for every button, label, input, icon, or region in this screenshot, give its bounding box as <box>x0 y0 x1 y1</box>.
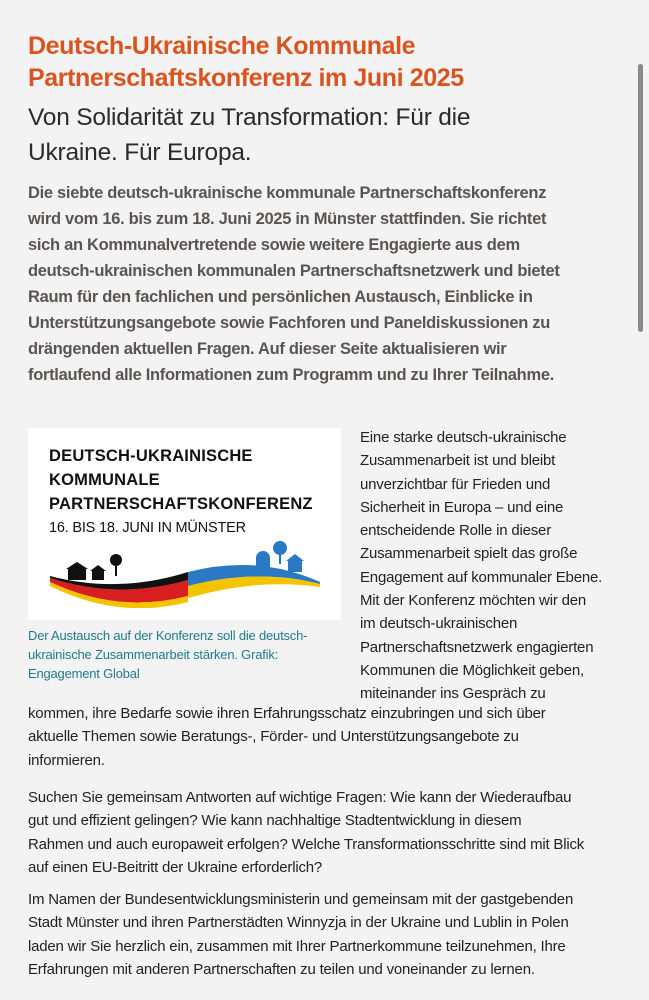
text-line: Zusammenarbeit ist und bleibt <box>360 452 556 470</box>
text-line: drängenden aktuellen Fragen. Auf dieser Seite aktualisieren wir <box>28 340 507 358</box>
text-line: kommen, ihre Bedarfe sowie ihren Erfahrungsschatz einzubringen und sich über <box>28 705 546 722</box>
text-line: Mit der Konferenz möchten wir den <box>360 592 587 610</box>
conference-figure <box>28 428 341 683</box>
paragraph-invitation <box>28 888 573 981</box>
lead-paragraph <box>28 180 628 388</box>
text-line: fortlaufend alle Informationen zum Programm und zu Ihrer Teilnahme. <box>28 366 554 384</box>
text-line: auf einen EU-Beitritt der Ukraine erforderlich? <box>28 858 323 876</box>
text-line: entscheidende Rolle in dieser <box>360 522 551 540</box>
text-line: Unterstützungsangebote sowie Fachforen und Paneldiskussionen zu <box>28 314 550 332</box>
text-line: Im Namen der Bundesentwicklungsministerin und gemeinsam mit der gastgebenden <box>28 891 574 908</box>
text-line: aktuelle Themen sowie Beratungs-, Förder- und Unterstützungsangebote zu <box>28 728 519 746</box>
paragraph-questions <box>28 786 584 879</box>
text-line: Partnerschaftsnetzwerk engagierten <box>360 638 594 656</box>
text-line: wird vom 16. bis zum 18. Juni 2025 in Münster stattfinden. Sie richtet <box>28 210 547 228</box>
text-line: Kommunen die Möglichkeit geben, <box>360 661 584 679</box>
paragraph-intro <box>360 426 602 706</box>
logo-text: DEUTSCH-UKRAINISCHE KOMMUNALE PARTNERSCHAFTSKONFERENZ 16. BIS 18. JUNI IN MÜNSTER <box>49 447 313 536</box>
text-line: Raum für den fachlichen und persönlichen Austausch, Einblicke in <box>28 288 533 306</box>
figure-caption: Der Austausch auf der Konferenz soll die deutsch- ukrainische Zusammenarbeit stärken. Grafik: Engagement Global <box>28 628 308 681</box>
text-line: Zusammenarbeit spielt das große <box>360 545 578 563</box>
text-line: Erfahrungen mit anderen Partnerschaften zu teilen und voneinander zu lernen. <box>28 960 535 978</box>
text-line: laden wir Sie herzlich ein, zusammen mit Ihrer Partnerkommune teilzunehmen, Ihre <box>28 937 566 955</box>
text-line: gut und effizient gelingen? Wie kann nachhaltige Stadtentwicklung in diesem <box>28 812 522 830</box>
text-line: Stadt Münster und ihren Partnerstädten Winnyzja in der Ukraine und Lublin in Polen <box>28 914 569 932</box>
paragraph-intro-continued <box>28 702 546 772</box>
text-line: Suchen Sie gemeinsam Antworten auf wichtige Fragen: Wie kann der Wiederaufbau <box>28 789 572 806</box>
text-line: Engagement auf kommunaler Ebene. <box>360 568 603 586</box>
page-title: Deutsch-Ukrainische Kommunale Partnerschaftskonferenz im Juni 2025 <box>28 32 464 92</box>
text-line: deutsch-ukrainischen kommunalen Partnerschaftsnetzwerk und bietet <box>28 262 560 280</box>
text-line: Sicherheit in Europa – und eine <box>360 498 564 516</box>
conference-logo-image <box>28 428 341 620</box>
article <box>28 30 628 978</box>
flag-wave-graphic <box>28 538 341 608</box>
text-line: im deutsch-ukrainischen <box>360 615 518 633</box>
text-line: informieren. <box>28 751 105 769</box>
text-line: Rahmen und auch europaweit erfolgen? Welche Transformationsschritte sind mit Blick <box>28 835 585 853</box>
text-line: Die siebte deutsch-ukrainische kommunale Partnerschaftskonferenz <box>28 184 547 202</box>
text-line: miteinander ins Gespräch zu <box>360 685 546 703</box>
text-line: unverzichtbar für Frieden und <box>360 475 551 493</box>
page-subtitle: Von Solidarität zu Transformation: Für die Ukraine. Für Europa. <box>28 104 471 166</box>
text-line: Eine starke deutsch-ukrainische <box>360 429 567 446</box>
text-line: sich an Kommunalvertretende sowie weitere Engagierte aus dem <box>28 236 520 254</box>
scrollbar[interactable] <box>638 64 643 332</box>
